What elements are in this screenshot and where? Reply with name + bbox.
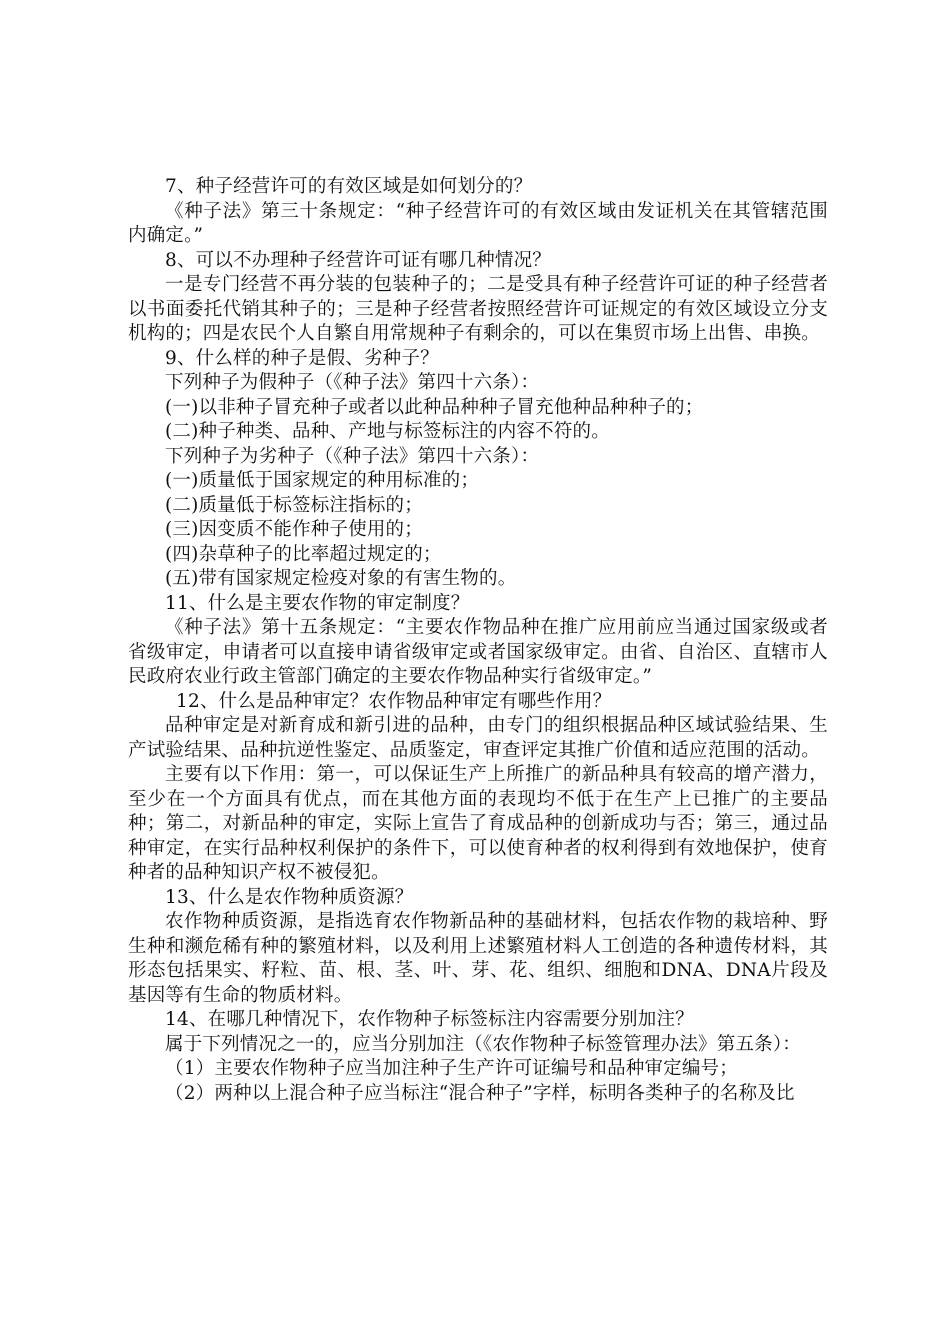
paragraph: 下列种子为假种子（《种子法》第四十六条）： <box>165 372 540 393</box>
list-item: （2）两种以上混合种子应当标注“混合种子”字样，标明各类种子的名称及比 <box>165 1082 795 1104</box>
list-item: (二)种子种类、品种、产地与标签标注的内容不符的。 <box>165 421 610 442</box>
document-body <box>128 175 828 1106</box>
question-heading: 14、在哪几种情况下，农作物种子标签标注内容需要分别加注？ <box>165 1009 694 1030</box>
paragraph: 品种审定是对新育成和新引进的品种，由专门的组织根据品种区域试验结果、生产试验结果、品种抗逆性鉴定、品质鉴定，审查评定其推广价值和适应范围的活动。 <box>128 715 828 761</box>
question-heading: 12、什么是品种审定？农作物品种审定有哪些作用？ <box>176 690 612 712</box>
paragraph: 农作物种质资源，是指选育农作物新品种的基础材料，包括农作物的栽培种、野生种和濒危稀有种的繁殖材料，以及利用上述繁殖材料人工创造的各种遗传材料，其形态包括果实、籽粒、苗、根、茎、叶、芽、花、组织、细胞和DNA、DNA片段及基因等有生命的物质材料。 <box>128 911 828 1006</box>
list-item: (三)因变质不能作种子使用的； <box>165 519 423 540</box>
question-heading: 7、种子经营许可的有效区域是如何划分的？ <box>165 176 533 197</box>
paragraph: 属于下列情况之一的，应当分别加注（《农作物种子标签管理办法》第五条）： <box>165 1033 802 1055</box>
question-heading: 11、什么是主要农作物的审定制度？ <box>165 592 470 614</box>
paragraph: 主要有以下作用：第一，可以保证生产上所推广的新品种具有较高的增产潜力，至少在一个方面具有优点，而在其他方面的表现均不低于在生产上已推广的主要品种；第二，对新品种的审定，实际上宣告了育成品种的创新成功与否；第三，通过品种审定，在实行品种权利保护的条件下，可以使育种者的权利得到有效地保护，使育种者的品种知识产权不被侵犯。 <box>128 764 828 883</box>
paragraph: 《种子法》第十五条规定：“主要农作物品种在推广应用前应当通过国家级或者省级审定，申请者可以直接申请省级审定或者国家级审定。由省、自治区、直辖市人民政府农业行政主管部门确定的主要农作物品种实行省级审定。” <box>128 617 828 687</box>
list-item: (五)带有国家规定检疫对象的有害生物的。 <box>165 568 517 589</box>
list-item: (四)杂草种子的比率超过规定的； <box>165 543 442 565</box>
question-heading: 9、什么样的种子是假、劣种子？ <box>165 347 439 369</box>
list-item: (二)质量低于标签标注指标的； <box>165 494 423 516</box>
paragraph: 《种子法》第三十条规定：“种子经营许可的有效区域由发证机关在其管辖范围内确定。” <box>128 200 828 246</box>
question-heading: 8、可以不办理种子经营许可证有哪几种情况？ <box>165 249 551 271</box>
paragraph: 一是专门经营不再分装的包装种子的；二是受具有种子经营许可证的种子经营者以书面委托代销其种子的；三是种子经营者按照经营许可证规定的有效区域设立分支机构的；四是农民个人自繁自用常规种子有剩余的，可以在集贸市场上出售、串换。 <box>128 274 828 344</box>
list-item: (一)质量低于国家规定的种用标准的； <box>165 470 480 491</box>
paragraph: 下列种子为劣种子（《种子法》第四十六条）： <box>165 445 540 467</box>
question-heading: 13、什么是农作物种质资源？ <box>165 886 414 908</box>
list-item: (一)以非种子冒充种子或者以此种品种种子冒充他种品种种子的； <box>165 396 704 418</box>
list-item: （1）主要农作物种子应当加注种子生产许可证编号和品种审定编号； <box>165 1058 738 1079</box>
